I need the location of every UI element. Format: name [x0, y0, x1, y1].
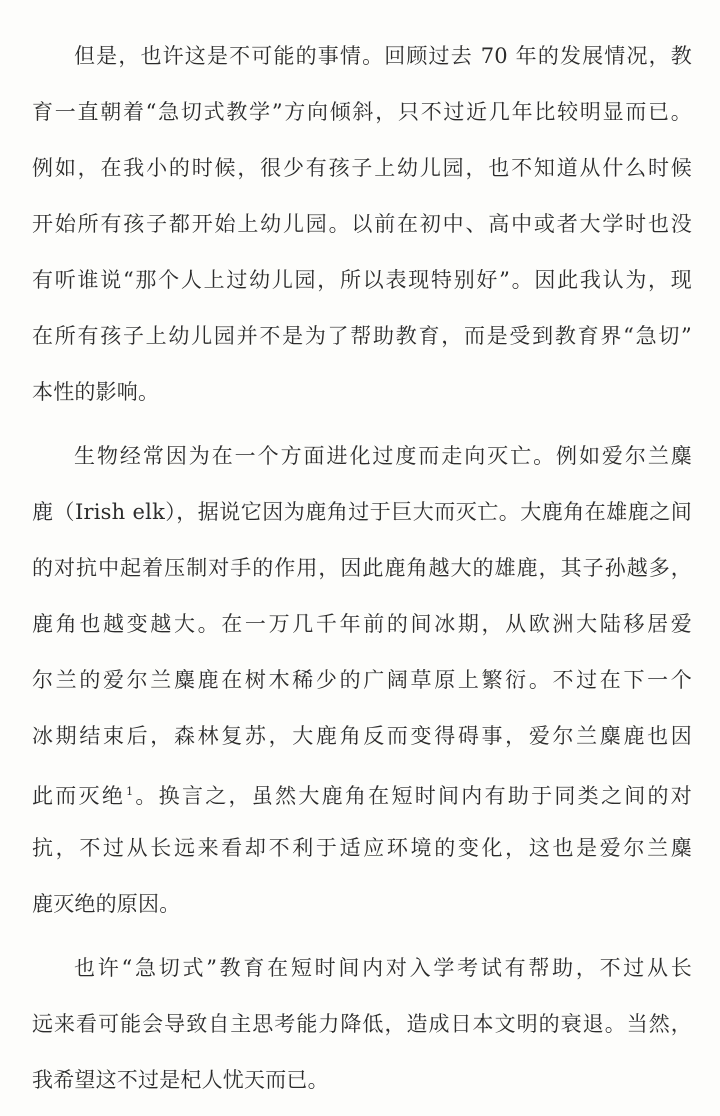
paragraph-line: 鹿角也越变越大。在一万几千年前的间冰期，从欧洲大陆移居爱 [32, 612, 692, 636]
paragraph-line: 生物经常因为在一个方面进化过度而走向灭亡。例如爱尔兰麋 [74, 444, 692, 468]
line-text-after-footnote: 。换言之，虽然大鹿角在短时间内有助于同类之间的对 [133, 784, 692, 808]
paragraph-line: 在所有孩子上幼儿园并不是为了帮助教育，而是受到教育界“急切” [32, 324, 692, 348]
paragraph-line: 有听谁说“那个人上过幼儿园，所以表现特别好”。因此我认为，现 [32, 268, 692, 292]
paragraph-line: 鹿灭绝的原因。 [32, 892, 181, 916]
paragraph-line: 远来看可能会导致自主思考能力降低，造成日本文明的衰退。当然， [32, 1012, 692, 1036]
paragraph-line: 尔兰的爱尔兰麋鹿在树木稀少的广阔草原上繁衍。不过在下一个 [32, 668, 692, 692]
paragraph-line: 冰期结束后，森林复苏，大鹿角反而变得碍事，爱尔兰麋鹿也因 [32, 724, 692, 748]
line-text-before-footnote: 此而灭绝 [32, 784, 126, 808]
paragraph-line: 开始所有孩子都开始上幼儿园。以前在初中、高中或者大学时也没 [32, 212, 692, 236]
paragraph-line: 育一直朝着“急切式教学”方向倾斜，只不过近几年比较明显而已。 [32, 100, 692, 124]
paragraph-2 [32, 428, 692, 932]
paragraph-line: 但是，也许这是不可能的事情。回顾过去 70 年的发展情况，教 [74, 44, 692, 68]
document-page [32, 28, 692, 1116]
paragraph-line: 也许“急切式”教育在短时间内对入学考试有帮助，不过从长 [74, 956, 692, 980]
paragraph-line: 我希望这不过是杞人忧天而已。 [32, 1068, 329, 1092]
paragraph-line: 鹿（Irish elk），据说它因为鹿角过于巨大而灭亡。大鹿角在雄鹿之间 [32, 500, 692, 524]
paragraph-line: 本性的影响。 [32, 380, 160, 404]
paragraph-1 [32, 28, 692, 420]
paragraph-3 [32, 940, 692, 1108]
paragraph-line: 的对抗中起着压制对手的作用，因此鹿角越大的雄鹿，其子孙越多， [32, 556, 692, 580]
footnote-mark: 1 [126, 785, 134, 798]
paragraph-line-with-footnote [32, 764, 692, 820]
paragraph-line: 例如，在我小的时候，很少有孩子上幼儿园，也不知道从什么时候 [32, 156, 692, 180]
paragraph-line: 抗，不过从长远来看却不利于适应环境的变化，这也是爱尔兰麋 [32, 836, 692, 860]
